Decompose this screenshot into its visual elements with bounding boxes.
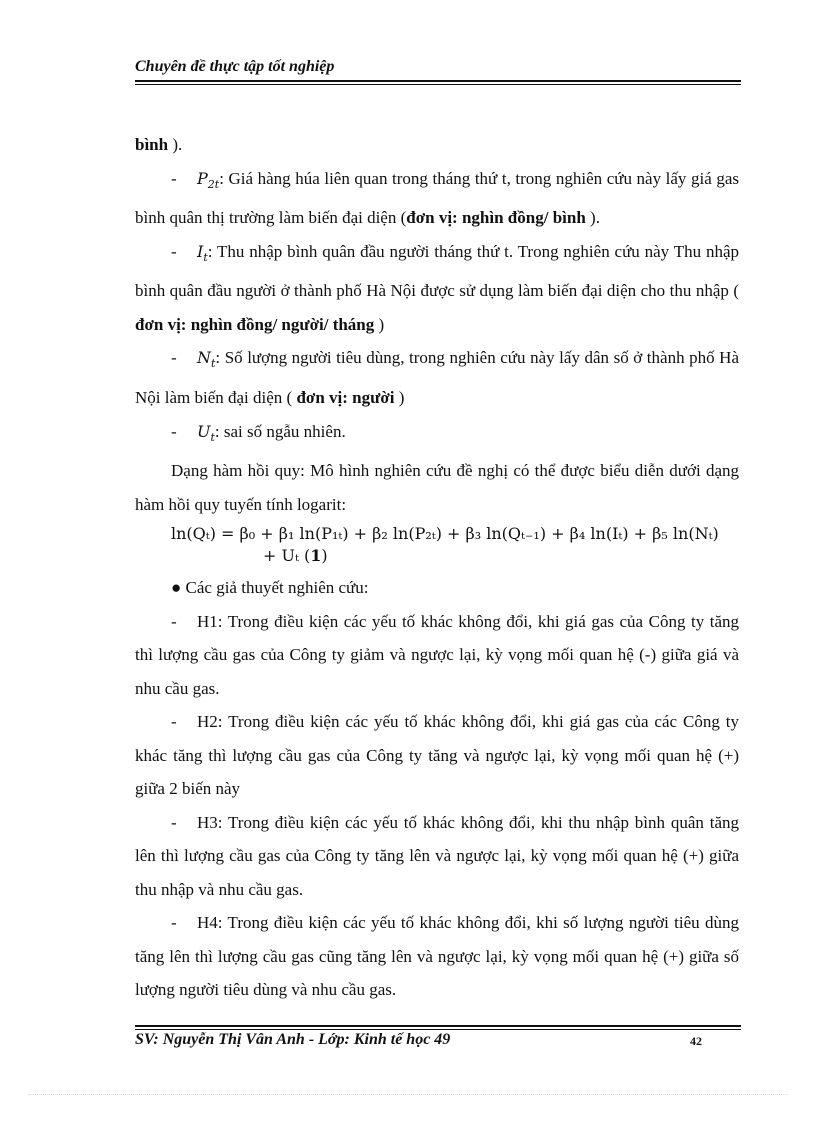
text: H1: Trong điều kiện các yếu tố khác không đổi, khi giá gas của Công ty tăng thì lượng cầu gas của Công ty giảm và ngược lại, kỳ vọng mối quan hệ (-) giữa giá và nhu cầu gas. (135, 611, 739, 698)
text: ). (585, 208, 600, 228)
text: ) (394, 388, 405, 408)
header-rule-thin (135, 84, 741, 85)
bold-unit: bình (135, 135, 169, 154)
hypothesis-h4 (135, 906, 739, 1007)
dash-marker: - (171, 712, 177, 732)
unit-label: đơn vị: nghìn đồng/ bình (406, 208, 586, 228)
unit-label: đơn vị: người (296, 388, 395, 408)
variable-nt-paragraph (135, 341, 739, 414)
footer-rule-thin (135, 1029, 741, 1030)
text: H4: Trong điều kiện các yếu tố khác không đổi, khi số lượng người tiêu dùng tăng lên thì lượng cầu gas cũng tăng lên và ngược lại, kỳ vọng mối quan hệ (+) giữa số lượng người tiêu dùng và nhu cầu gas. (135, 913, 739, 1000)
text: : Giá hàng húa liên quan trong tháng thứ t, trong nghiên cứu này lấy giá gas bình quân thị trường làm biến đại diện ( (135, 168, 739, 228)
text: Các giả thuyết nghiên cứu: (181, 578, 369, 598)
page-number: 42 (690, 1034, 702, 1048)
header-rule (135, 80, 741, 82)
variable-symbol: $P_{2t}$ (197, 168, 220, 191)
variable-it-paragraph (135, 235, 739, 342)
text: ) (374, 314, 385, 334)
variable-ut-paragraph (135, 415, 739, 455)
header-title: Chuyên đề thực tập tốt nghiệp (135, 58, 335, 75)
text: : sai số ngẫu nhiên. (214, 421, 346, 441)
hypothesis-h1 (135, 605, 739, 706)
dash-marker: - (171, 421, 177, 441)
regression-intro: Dạng hàm hồi quy: Mô hình nghiên cứu đề nghị có thể được biểu diễn dưới dạng hàm hồi quy tuyến tính logarit: (135, 461, 739, 514)
variable-symbol: $U_t$ (197, 421, 215, 444)
text: H2: Trong điều kiện các yếu tố khác không đổi, khi giá gas của các Công ty khác tăng thì lượng cầu gas của Công ty tăng và ngược lại, kỳ vọng mối quan hệ (+) giữa 2 biến này (135, 712, 739, 799)
variable-p2t-paragraph (135, 162, 739, 235)
text: : Số lượng người tiêu dùng, trong nghiên cứu này lấy dân số ở thành phố Hà Nội làm biến đại diện ( (135, 348, 739, 408)
dash-marker: - (171, 913, 177, 933)
dash-marker: - (171, 812, 177, 832)
hypothesis-h3 (135, 806, 739, 907)
paragraph-continuation (135, 128, 739, 162)
footer-rule (135, 1025, 741, 1027)
dash-marker: - (171, 168, 177, 188)
text: : Thu nhập bình quân đầu người tháng thứ t. Trong nghiên cứu này Thu nhập bình quân đầu người ở thành phố Hà Nội được sử dụng làm biến đại diện cho thu nhập ( (135, 241, 739, 301)
dash-marker: - (171, 241, 177, 261)
formula-line-2: + Uₜ (1) (263, 546, 328, 566)
document-body (135, 128, 739, 1007)
bullet-icon: ● (171, 578, 182, 598)
hypothesis-h2 (135, 705, 739, 806)
text: ). (168, 135, 183, 154)
dash-marker: - (171, 611, 177, 631)
unit-label: đơn vị: nghìn đồng/ người/ tháng (135, 314, 375, 334)
text: H3: Trong điều kiện các yếu tố khác không đổi, khi thu nhập bình quân tăng lên thì lượng cầu gas của Công ty tăng lên và ngược lại, kỳ vọng mối quan hệ (+) giữa thu nhập và nhu cầu gas. (135, 812, 739, 899)
variable-symbol: $N_t$ (197, 348, 216, 371)
hypotheses-heading (135, 571, 739, 605)
variable-symbol: $I_t$ (197, 241, 208, 264)
page-edge-divider (28, 1094, 788, 1095)
regression-formula (171, 523, 739, 567)
dash-marker: - (171, 348, 177, 368)
footer-author: SV: Nguyễn Thị Vân Anh - Lớp: Kinh tế học 49 (135, 1031, 451, 1048)
formula-line-1: ln(Qₜ) = β₀ + β₁ ln(P₁ₜ) + β₂ ln(P₂ₜ) + β₃ ln(Qₜ₋₁) + β₄ ln(Iₜ) + β₅ ln(Nₜ) (171, 524, 719, 544)
